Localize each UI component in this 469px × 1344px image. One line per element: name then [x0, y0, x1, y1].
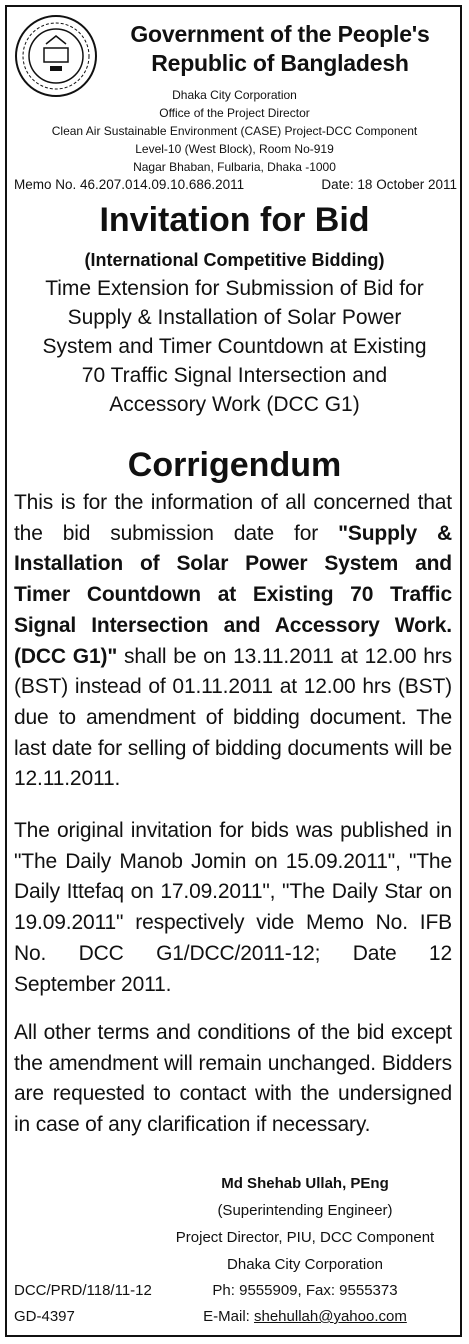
title-line-2: Republic of Bangladesh — [151, 50, 409, 76]
org-line-2: Office of the Project Director — [159, 106, 310, 120]
paragraph-1-work-title: "Supply & Installation of Solar Power System and Timer Countdown at Existing 70 Traffic Signal Intersection and Accessory Work. (DCC G1)" — [14, 521, 452, 668]
gd-number: GD-4397 — [14, 1308, 75, 1325]
subject-line-3: System and Timer Countdown at Existing — [42, 335, 427, 358]
signatory-email-line — [150, 1305, 460, 1329]
email-label: E-Mail: — [203, 1308, 254, 1325]
org-line-1: Dhaka City Corporation — [172, 88, 297, 102]
memo-date: Date: 18 October 2011 — [321, 177, 457, 192]
paragraph-original-publication: The original invitation for bids was published in "The Daily Manob Jomin on 15.09.2011", "The Daily Ittefaq on 17.09.2011", "The Daily Star on 19.09.2011" respectively vide Memo No. IFB No. DCC G1/DCC/2011-12; Date 12 September 2011. — [14, 819, 452, 996]
paragraph-terms: All other terms and conditions of the bid except the amendment will remain unchanged. Bidders are requested to contact with the undersigned in case of any clarification if necessary. — [14, 1021, 452, 1137]
subject-line-4: 70 Traffic Signal Intersection and — [81, 364, 388, 387]
signatory-post: Project Director, PIU, DCC Component — [175, 1229, 435, 1246]
subject-line-1: Time Extension for Submission of Bid for — [45, 277, 424, 300]
subject-line-2: Supply & Installation of Solar Power — [67, 306, 402, 329]
org-line-3: Clean Air Sustainable Environment (CASE) Project-DCC Component — [51, 124, 418, 138]
org-line-5: Nagar Bhaban, Fulbaria, Dhaka -1000 — [133, 160, 336, 174]
email-link[interactable]: shehullah@yahoo.com — [254, 1308, 407, 1325]
signatory-organization: Dhaka City Corporation — [227, 1256, 383, 1273]
invitation-heading: Invitation for Bid — [99, 201, 370, 239]
notice-subject — [15, 274, 454, 419]
signatory-phone: Ph: 9555909, Fax: 9555373 — [212, 1282, 398, 1299]
paragraph-extension — [14, 488, 452, 795]
government-title — [100, 20, 460, 78]
title-line-1: Government of the People's — [130, 21, 430, 47]
bidding-type: (International Competitive Bidding) — [84, 250, 385, 270]
corrigendum-heading: Corrigendum — [127, 446, 342, 484]
subject-line-5: Accessory Work (DCC G1) — [109, 393, 360, 416]
paragraph-1-intro: This is for the information of all concerned that the bid submission date for — [14, 491, 452, 545]
org-line-4: Level-10 (West Block), Room No-919 — [135, 142, 334, 156]
memo-number: Memo No. 46.207.014.09.10.686.2011 — [14, 177, 245, 192]
signatory-designation: (Superintending Engineer) — [217, 1202, 393, 1219]
reference-number: DCC/PRD/118/11-12 — [14, 1282, 152, 1299]
paragraph-1-details: shall be on 13.11.2011 at 12.00 hrs (BST) instead of 01.11.2011 at 12.00 hrs (BST) due to amendment of bidding document. The last date for selling of bidding documents will be 12.11.2011. — [14, 644, 452, 791]
signatory-name: Md Shehab Ullah, PEng — [221, 1175, 389, 1192]
government-seal-icon — [14, 14, 98, 98]
